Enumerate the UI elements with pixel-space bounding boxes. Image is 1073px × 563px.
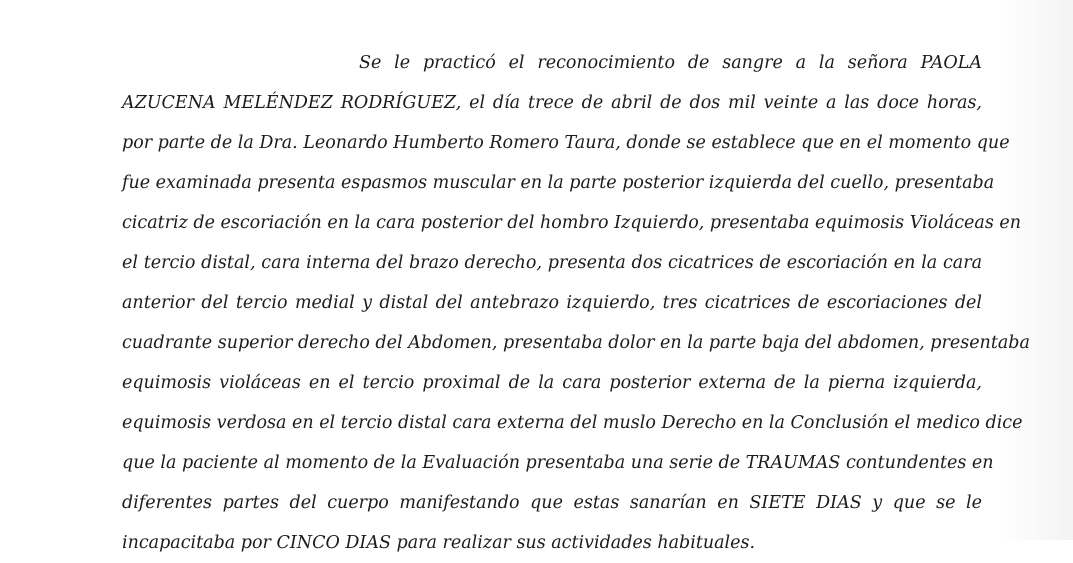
body-paragraph bbox=[122, 43, 1030, 563]
paragraph-line: cicatriz de escoriación en la cara posterior del hombro Izquierdo, presentaba equimosis Violáceas en bbox=[122, 213, 1021, 233]
paragraph-line: cuadrante superior derecho del Abdomen, presentaba dolor en la parte baja del abdomen, presentaba bbox=[122, 333, 1030, 353]
paragraph-line: por parte de la Dra. Leonardo Humberto Romero Taura, donde se establece que en el momento que bbox=[122, 133, 1010, 153]
paragraph-line: diferentes partes del cuerpo manifestando que estas sanarían en SIETE DIAS y que se le bbox=[122, 493, 982, 513]
paragraph-line: que la paciente al momento de la Evaluación presentaba una serie de TRAUMAS contundentes en bbox=[122, 453, 994, 473]
paragraph-line: anterior del tercio medial y distal del antebrazo izquierdo, tres cicatrices de escoriaciones del bbox=[122, 293, 982, 313]
paragraph-line: equimosis violáceas en el tercio proximal de la cara posterior externa de la pierna izquierda, bbox=[122, 373, 982, 393]
paragraph-line: fue examinada presenta espasmos muscular en la parte posterior izquierda del cuello, presentaba bbox=[122, 173, 995, 193]
paragraph-line: AZUCENA MELÉNDEZ RODRÍGUEZ, el día trece de abril de dos mil veinte a las doce horas, bbox=[122, 93, 982, 113]
paragraph-line: el tercio distal, cara interna del brazo derecho, presenta dos cicatrices de escoriación en la cara bbox=[122, 253, 982, 273]
paragraph-line: Se le practicó el reconocimiento de sangre a la señora PAOLA bbox=[359, 53, 982, 73]
paragraph-line: equimosis verdosa en el tercio distal cara externa del muslo Derecho en la Conclusión el medico dice bbox=[122, 413, 1023, 433]
paragraph-line-partial: incapacitaba por CINCO DIAS para realizar sus actividades habituales. bbox=[122, 533, 756, 553]
